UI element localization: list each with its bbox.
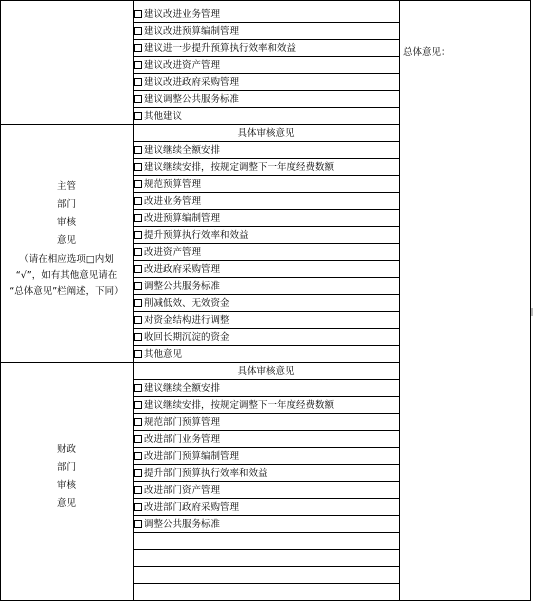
option-label: 改进部门资产管理 bbox=[144, 485, 221, 496]
checkbox[interactable] bbox=[134, 418, 142, 426]
option-row[interactable] bbox=[133, 176, 399, 193]
option-row[interactable] bbox=[133, 91, 399, 108]
supervisor-label-line: 主管 bbox=[56, 181, 76, 192]
checkbox[interactable] bbox=[134, 401, 142, 409]
option-row[interactable] bbox=[133, 244, 399, 261]
option-label: 建议继续全额安排 bbox=[144, 383, 221, 394]
option-row bbox=[133, 533, 399, 550]
option-label: 建议继续全额安排 bbox=[144, 145, 221, 156]
option-row[interactable] bbox=[133, 482, 399, 499]
option-row[interactable] bbox=[133, 57, 399, 74]
option-row[interactable] bbox=[133, 380, 399, 397]
supervisor-label bbox=[0, 178, 133, 300]
option-label: 改进业务管理 bbox=[144, 196, 202, 207]
option-row[interactable] bbox=[133, 40, 399, 57]
option-row[interactable] bbox=[133, 159, 399, 176]
option-label: 建议继续安排，按规定调整下一年度经费数额 bbox=[144, 162, 335, 173]
option-label: 调整公共服务标准 bbox=[144, 519, 221, 530]
option-label: 建议改进业务管理 bbox=[144, 9, 221, 20]
instruction-note-line: “总体意见”栏阐述，下同） bbox=[9, 286, 124, 297]
finance-label-line: 意见 bbox=[56, 498, 76, 509]
option-label: 改进预算编制管理 bbox=[144, 213, 221, 224]
checkbox[interactable] bbox=[134, 469, 142, 477]
checkbox[interactable] bbox=[134, 486, 142, 494]
option-row[interactable] bbox=[133, 414, 399, 431]
option-row bbox=[133, 584, 399, 601]
checkbox[interactable] bbox=[134, 61, 142, 69]
supervisor-label-line: 部门 bbox=[56, 199, 76, 210]
section-header: 具体审核意见 bbox=[133, 363, 399, 380]
option-row[interactable] bbox=[133, 6, 399, 23]
instruction-note bbox=[0, 252, 133, 300]
option-label: 规范预算管理 bbox=[144, 179, 202, 190]
checkbox[interactable] bbox=[134, 78, 142, 86]
option-label: 提升预算执行效率和效益 bbox=[144, 230, 249, 241]
option-row[interactable] bbox=[133, 448, 399, 465]
option-row[interactable] bbox=[133, 346, 399, 363]
checkbox[interactable] bbox=[134, 248, 142, 256]
option-row[interactable] bbox=[133, 465, 399, 482]
option-label: 规范部门预算管理 bbox=[144, 417, 221, 428]
finance-label bbox=[0, 441, 133, 513]
option-label: 建议调整公共服务标准 bbox=[144, 94, 240, 105]
checkbox[interactable] bbox=[134, 520, 142, 528]
option-label: 改进政府采购管理 bbox=[144, 264, 221, 275]
checkbox[interactable] bbox=[134, 435, 142, 443]
checkbox[interactable] bbox=[134, 503, 142, 511]
option-row[interactable] bbox=[133, 227, 399, 244]
option-row[interactable] bbox=[133, 499, 399, 516]
column-divider-right bbox=[399, 0, 400, 600]
option-row[interactable] bbox=[133, 74, 399, 91]
option-label: 建议改进预算编制管理 bbox=[144, 26, 240, 37]
checkbox[interactable] bbox=[134, 27, 142, 35]
option-label: 其他建议 bbox=[144, 111, 183, 122]
supervisor-label-line: 意见 bbox=[56, 235, 76, 246]
checkbox[interactable] bbox=[134, 112, 142, 120]
section-header: 具体审核意见 bbox=[133, 125, 399, 142]
option-label: 收回长期沉淀的资金 bbox=[144, 332, 230, 343]
checkbox[interactable] bbox=[134, 180, 142, 188]
scroll-marker bbox=[531, 308, 533, 316]
option-row[interactable] bbox=[133, 193, 399, 210]
checkbox[interactable] bbox=[134, 452, 142, 460]
option-label: 其他意见 bbox=[144, 349, 183, 360]
option-row[interactable] bbox=[133, 312, 399, 329]
option-label: 改进部门政府采购管理 bbox=[144, 502, 240, 513]
checkbox[interactable] bbox=[134, 282, 142, 290]
checkbox[interactable] bbox=[134, 316, 142, 324]
finance-label-line: 审核 bbox=[56, 480, 76, 491]
instruction-note-line: “√”，如有其他意见请在 bbox=[15, 270, 118, 281]
option-row[interactable] bbox=[133, 278, 399, 295]
option-row[interactable] bbox=[133, 210, 399, 227]
option-label: 调整公共服务标准 bbox=[144, 281, 221, 292]
option-label: 改进资产管理 bbox=[144, 247, 202, 258]
option-label: 改进部门业务管理 bbox=[144, 434, 221, 445]
supervisor-label-line: 审核 bbox=[56, 217, 76, 228]
option-row bbox=[133, 550, 399, 567]
option-label: 对资金结构进行调整 bbox=[144, 315, 230, 326]
checkbox[interactable] bbox=[134, 265, 142, 273]
option-row[interactable] bbox=[133, 108, 399, 125]
checkbox[interactable] bbox=[134, 163, 142, 171]
overall-opinion-label: 总体意见： bbox=[403, 47, 451, 58]
option-row[interactable] bbox=[133, 329, 399, 346]
option-row[interactable] bbox=[133, 516, 399, 533]
option-label: 建议改进政府采购管理 bbox=[144, 77, 240, 88]
checkbox[interactable] bbox=[134, 214, 142, 222]
checkbox[interactable] bbox=[134, 384, 142, 392]
option-label: 建议继续安排，按规定调整下一年度经费数额 bbox=[144, 400, 335, 411]
checkbox[interactable] bbox=[134, 44, 142, 52]
checkbox[interactable] bbox=[134, 333, 142, 341]
checkbox[interactable] bbox=[134, 299, 142, 307]
instruction-note-line: （请在相应选项□内划 bbox=[19, 254, 114, 265]
option-row[interactable] bbox=[133, 23, 399, 40]
option-label: 改进部门预算编制管理 bbox=[144, 451, 240, 462]
option-row[interactable] bbox=[133, 397, 399, 414]
finance-label-line: 部门 bbox=[56, 462, 76, 473]
option-label: 提升部门预算执行效率和效益 bbox=[144, 468, 268, 479]
checkbox[interactable] bbox=[134, 231, 142, 239]
checkbox[interactable] bbox=[134, 95, 142, 103]
checkbox[interactable] bbox=[134, 10, 142, 18]
option-label: 建议改进资产管理 bbox=[144, 60, 221, 71]
option-row bbox=[133, 567, 399, 584]
option-label: 建议进一步提升预算执行效率和效益 bbox=[144, 43, 297, 54]
option-row[interactable] bbox=[133, 431, 399, 448]
checkbox[interactable] bbox=[134, 197, 142, 205]
checkbox[interactable] bbox=[134, 146, 142, 154]
option-row[interactable] bbox=[133, 295, 399, 312]
checkbox[interactable] bbox=[134, 350, 142, 358]
option-label: 削减低效、无效资金 bbox=[144, 298, 230, 309]
option-row[interactable] bbox=[133, 261, 399, 278]
option-row[interactable] bbox=[133, 142, 399, 159]
finance-label-line: 财政 bbox=[56, 444, 76, 455]
